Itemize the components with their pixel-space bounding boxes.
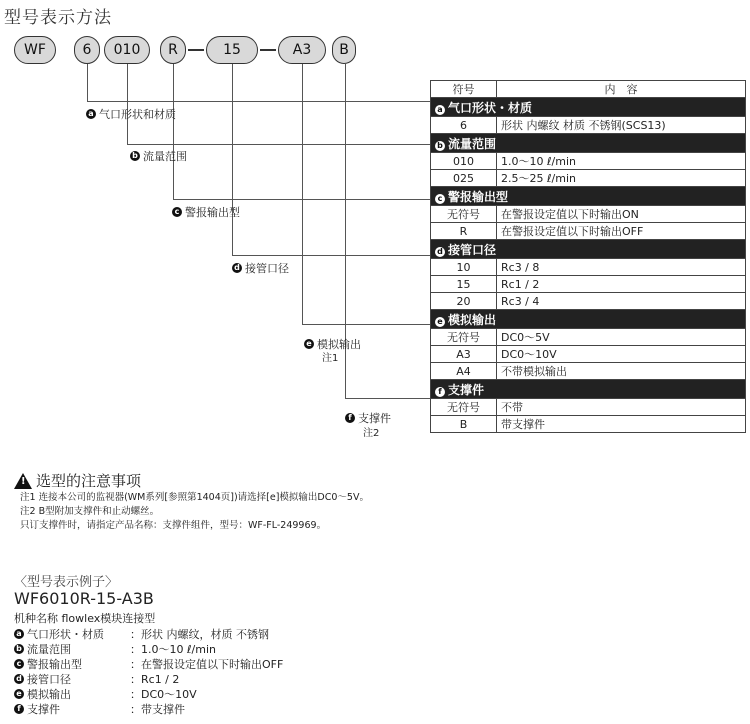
connector-line	[87, 64, 88, 101]
section-title: 警报输出型	[448, 189, 509, 204]
row-content: 带支撑件	[497, 416, 746, 433]
spec-table	[430, 80, 746, 433]
row-code: R	[431, 223, 497, 240]
row-code: 010	[431, 153, 497, 170]
connector-line	[232, 255, 430, 256]
table-row	[431, 223, 746, 240]
row-content: 不带	[497, 399, 746, 416]
model-part-analog: A3	[278, 36, 326, 64]
badge-e: e	[14, 689, 24, 699]
connector-line	[302, 64, 303, 324]
table-row	[431, 346, 746, 363]
table-row	[431, 363, 746, 380]
table-row	[431, 170, 746, 187]
row-content: Rc3 / 8	[497, 259, 746, 276]
row-content: DC0～10V	[497, 346, 746, 363]
section-header	[431, 134, 746, 153]
callout-label: 模拟输出	[317, 338, 361, 351]
separator-dash	[260, 49, 276, 51]
row-content: 不带模拟输出	[497, 363, 746, 380]
badge-b: b	[14, 644, 24, 654]
connector-line	[232, 64, 233, 255]
badge-f: f	[345, 413, 355, 423]
example-row	[14, 671, 179, 687]
example-model: WF6010R-15-A3B	[14, 589, 154, 608]
model-part-alarm: R	[160, 36, 186, 64]
example-key: 模拟输出	[27, 688, 71, 701]
table-row	[431, 153, 746, 170]
section-header	[431, 187, 746, 206]
example-value: ：1.0～10 ℓ/min	[130, 643, 216, 656]
section-title: 流量范围	[448, 136, 497, 151]
callout-connection-size	[232, 260, 289, 276]
section-title: 模拟输出	[448, 312, 497, 327]
callout-label: 流量范围	[143, 150, 187, 163]
badge-d: d	[232, 263, 242, 273]
model-part-connection: 15	[206, 36, 258, 64]
example-value: ：在警报设定值以下时输出OFF	[130, 658, 284, 671]
example-key: 气口形状・材质	[27, 628, 104, 641]
example-value: ：带支撑件	[130, 703, 185, 716]
example-kind: 机种名称 flowlex模块连接型	[14, 612, 156, 625]
example-value: ：形状 内螺纹，材质 不锈钢	[130, 628, 269, 641]
callout-label: 警报输出型	[185, 206, 240, 219]
model-part-series: WF	[14, 36, 56, 64]
example-value: ：DC0～10V	[130, 688, 197, 701]
example-row	[14, 656, 283, 672]
section-title: 接管口径	[448, 242, 497, 257]
row-code: 025	[431, 170, 497, 187]
header-code: 符号	[431, 81, 497, 98]
section-header	[431, 380, 746, 399]
callout-note: 注1	[322, 353, 339, 364]
callout-label: 支撑件	[358, 412, 391, 425]
note-line: 注2 B型附加支撑件和止动螺丝。	[20, 506, 160, 517]
example-row	[14, 626, 269, 642]
row-code: 无符号	[431, 329, 497, 346]
badge-f: f	[14, 704, 24, 714]
row-content: DC0～5V	[497, 329, 746, 346]
badge-e: e	[304, 339, 314, 349]
badge-f: f	[435, 387, 445, 397]
badge-d: d	[435, 247, 445, 257]
note-line: 只订支撑件时，请指定产品名称：支撑件组件，型号：WF-FL-249969。	[20, 520, 327, 531]
separator-dash	[188, 49, 204, 51]
example-value: ：Rc1 / 2	[130, 673, 180, 686]
page-title: 型号表示方法	[4, 8, 112, 28]
badge-d: d	[14, 674, 24, 684]
badge-a: a	[86, 109, 96, 119]
model-part-port: 6	[74, 36, 100, 64]
badge-b: b	[130, 151, 140, 161]
table-row	[431, 276, 746, 293]
connector-line	[127, 64, 128, 144]
row-code: 无符号	[431, 399, 497, 416]
example-heading: 〈型号表示例子〉	[14, 575, 119, 590]
row-code: 10	[431, 259, 497, 276]
row-code: 无符号	[431, 206, 497, 223]
table-row	[431, 259, 746, 276]
connector-line	[87, 101, 430, 102]
table-row	[431, 293, 746, 310]
section-header	[431, 240, 746, 259]
table-row	[431, 329, 746, 346]
badge-b: b	[435, 141, 445, 151]
row-content: 在警报设定值以下时输出ON	[497, 206, 746, 223]
connector-line	[345, 398, 430, 399]
warning-icon: !	[14, 473, 32, 489]
row-code: A4	[431, 363, 497, 380]
example-key: 接管口径	[27, 673, 71, 686]
section-header	[431, 310, 746, 329]
table-row	[431, 206, 746, 223]
example-key: 警报输出型	[27, 658, 82, 671]
row-code: 20	[431, 293, 497, 310]
example-key: 支撑件	[27, 703, 60, 716]
row-content: 在警报设定值以下时输出OFF	[497, 223, 746, 240]
example-key: 流量范围	[27, 643, 71, 656]
callout-port-material	[86, 106, 176, 122]
badge-c: c	[172, 207, 182, 217]
callout-label: 气口形状和材质	[99, 108, 176, 121]
note-line: 注1 连接本公司的监视器(WM系列[参照第1404页])请选择[e]模拟输出DC0～5V。	[20, 492, 369, 503]
row-content: Rc1 / 2	[497, 276, 746, 293]
callout-alarm-output	[172, 204, 240, 220]
section-header	[431, 98, 746, 117]
callout-note: 注2	[363, 428, 380, 439]
example-row	[14, 686, 197, 702]
row-code: 15	[431, 276, 497, 293]
badge-c: c	[14, 659, 24, 669]
badge-c: c	[435, 194, 445, 204]
example-row	[14, 641, 216, 657]
row-content: Rc3 / 4	[497, 293, 746, 310]
caution-title: 选型的注意事项	[36, 472, 142, 490]
table-row	[431, 416, 746, 433]
example-row	[14, 701, 185, 717]
caution-heading	[14, 470, 141, 491]
badge-a: a	[14, 629, 24, 639]
section-title: 支撑件	[448, 382, 485, 397]
row-content: 1.0～10 ℓ/min	[497, 153, 746, 170]
model-part-flow: 010	[104, 36, 150, 64]
table-header	[431, 81, 746, 98]
row-code: B	[431, 416, 497, 433]
header-content: 内 容	[497, 81, 746, 98]
section-title: 气口形状・材质	[448, 100, 533, 115]
badge-e: e	[435, 317, 445, 327]
connector-line	[302, 324, 430, 325]
table-row	[431, 399, 746, 416]
caution-notes	[20, 491, 369, 533]
row-code: A3	[431, 346, 497, 363]
callout-label: 接管口径	[245, 262, 289, 275]
row-content: 形状 内螺纹 材质 不锈钢(SCS13)	[497, 117, 746, 134]
connector-line	[173, 64, 174, 199]
row-code: 6	[431, 117, 497, 134]
callout-flow-range	[130, 148, 187, 164]
model-part-bracket: B	[332, 36, 356, 64]
row-content: 2.5～25 ℓ/min	[497, 170, 746, 187]
badge-a: a	[435, 105, 445, 115]
table-row	[431, 117, 746, 134]
